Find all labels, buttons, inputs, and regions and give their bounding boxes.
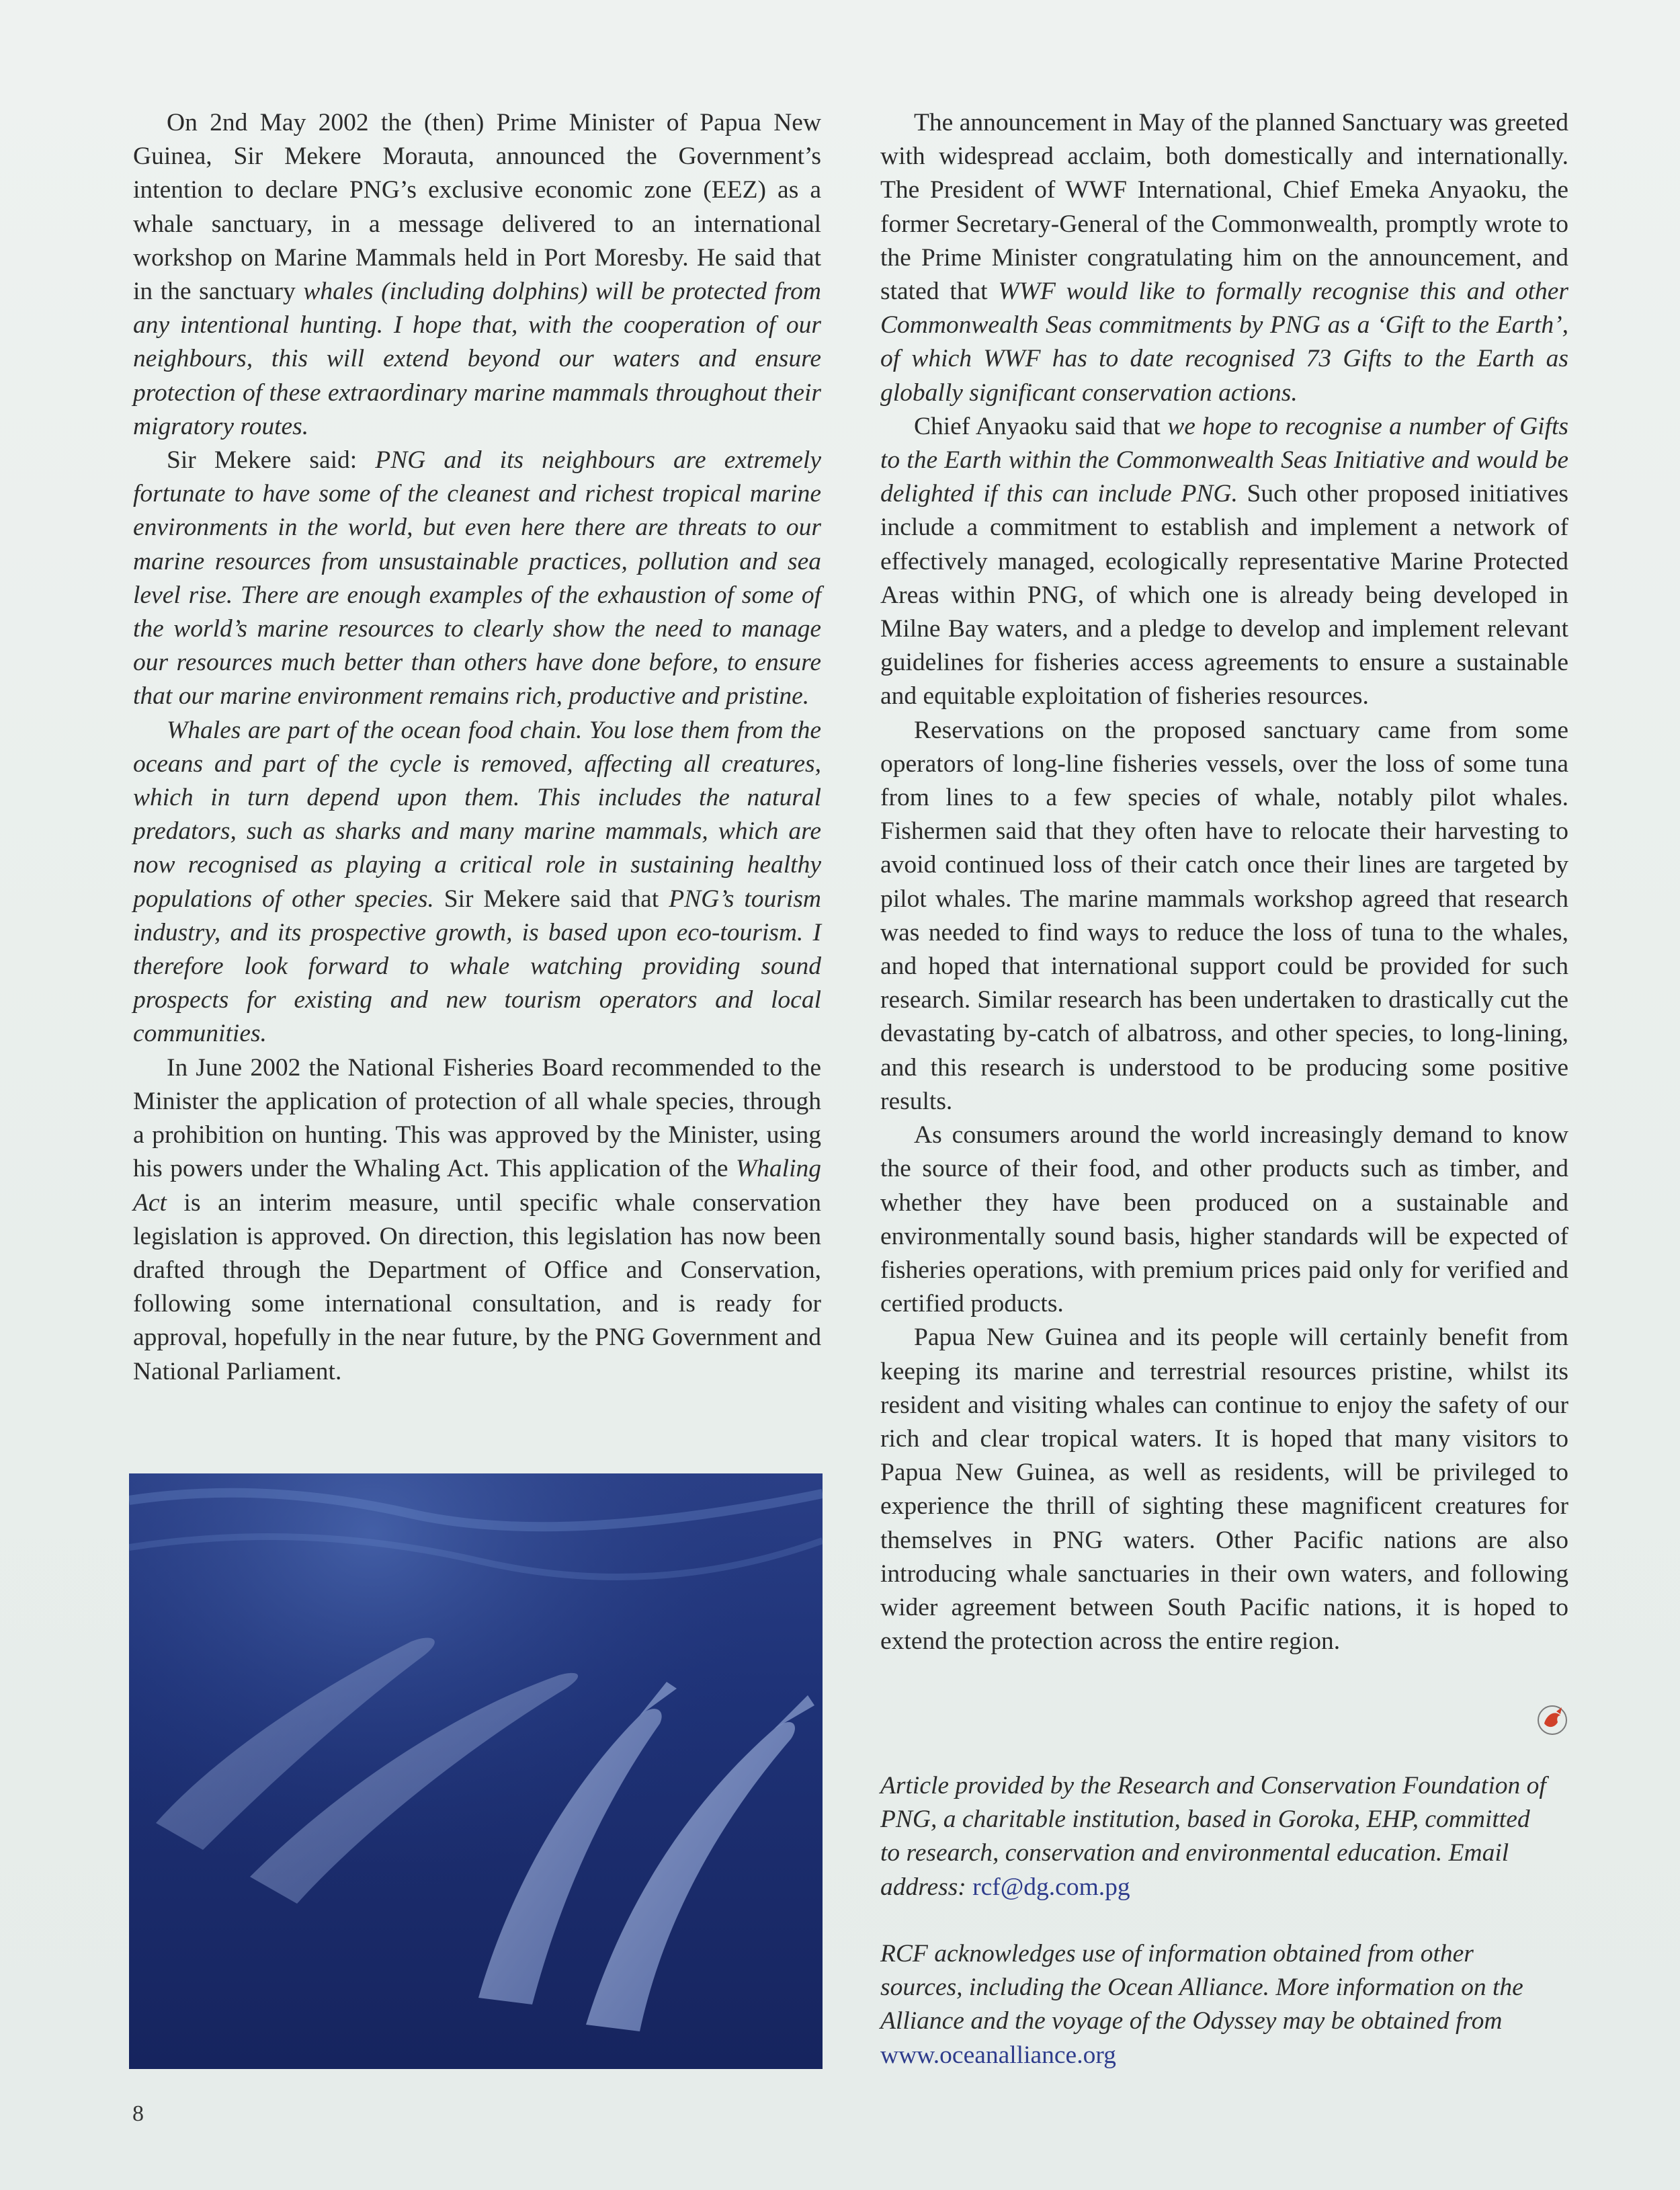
email-link[interactable]: rcf@dg.com.pg bbox=[972, 1873, 1130, 1901]
right-paragraph-1 bbox=[880, 106, 1568, 410]
text-run: Chief Anyaoku said that bbox=[914, 412, 1168, 440]
page-number: 8 bbox=[132, 2101, 144, 2126]
act-name: Whaling Act bbox=[133, 1155, 821, 1217]
left-paragraph-3 bbox=[133, 714, 821, 1051]
text-run: In June 2002 the National Fisheries Board recommended to the Minister the application of protection of all whale species, through a prohibition on hunting. This was approved by the Minister, using his powers under the Whaling Act. This application of the bbox=[133, 1053, 821, 1183]
quote-run: PNG’s tourism industry, and its prospective growth, is based upon eco-tourism. I therefore look forward to whale watching providing sound prospects for existing and new tourism operators and local communities. bbox=[133, 885, 821, 1048]
left-paragraph-2 bbox=[133, 444, 821, 714]
right-paragraph-5: Papua New Guinea and its people will certainly benefit from keeping its marine and terrestrial resources pristine, whilst its resident and visiting whales can continue to enjoy the safety of our rich and clear tropical waters. It is hoped that many visitors to Papua New Guinea, as well as residents, will be privileged to experience the thrill of sighting these magnificent creatures for themselves in PNG waters. Other Pacific nations are also introducing whale sanctuaries in their own waters, and following wider agreement between South Pacific nations, it is hoped to extend the protection across the entire region. bbox=[880, 1324, 1568, 1656]
quote-run: WWF would like to formally recognise this and other Commonwealth Seas commitments by PNG as a ‘Gift to the Earth’, of which WWF has to date recognised 73 Gifts to the Earth as globally significant conservation actions. bbox=[880, 278, 1569, 407]
right-paragraph-3: Reservations on the proposed sanctuary came from some operators of long-line fisheries vessels, over the loss of some tuna from lines to a few species of whale, notably pilot whales. Fishermen said that they often have to relocate their harvesting to avoid continued loss of their catch once their lines are targeted by pilot whales. The marine mammals workshop agreed that research was needed to find ways to reduce the loss of tuna to the whales, and hoped that international support could be provided for such research. Similar research has been undertaken to drastically cut the devastating by-catch of albatross, and other species, to long-lining, and this research is understood to be producing some positive results. bbox=[880, 716, 1568, 1115]
right-paragraph-2 bbox=[880, 410, 1568, 714]
credit-text: Article provided by the Research and Conservation Foundation of PNG, a charitable institution, based in Goroka, EHP, committed to research, conservation and environmental education. Email address: bbox=[880, 1772, 1546, 1901]
text-run: Sir Mekere said: bbox=[167, 446, 376, 475]
quote-run: whales (including dolphins) will be protected from any intentional hunting. I hope that, with the cooperation of our neighbours, this will extend beyond our waters and ensure protection of these extraordinary marine mammals throughout their migratory routes. bbox=[133, 278, 821, 440]
quote-run: Whales are part of the ocean food chain. You lose them from the oceans and part of the cycle is removed, affecting all creatures, which in turn depend upon them. This includes the natural predators, such as sharks and many marine mammals, which are now recognised as playing a critical role in sustaining healthy populations of other species. bbox=[133, 716, 821, 913]
dolphins-underwater-photo bbox=[129, 1473, 823, 2069]
left-column bbox=[133, 106, 821, 1389]
left-paragraph-4 bbox=[133, 1051, 821, 1389]
text-run: Sir Mekere said that bbox=[433, 885, 669, 913]
text-run: is an interim measure, until specific whale conservation legislation is approved. On direction, this legislation has now been drafted through the Department of Office and Conservation, following some international consultation, and is ready for approval, hopefully in the near future, by the PNG Government and National Parliament. bbox=[133, 1188, 821, 1385]
text-run: The announcement in May of the planned Sanctuary was greeted with widespread acclaim, both domestically and internationally. The President of WWF International, Chief Emeka Anyaoku, the former Secretary-General of the Commonwealth, promptly wrote to the Prime Minister congratulating him on the announcement, and stated that bbox=[880, 109, 1568, 306]
text-run: On 2nd May 2002 the (then) Prime Minister of Papua New Guinea, Sir Mekere Morauta, announced the Government’s intention to declare PNG’s exclusive economic zone (EEZ) as a whale sanctuary, in a message delivered to an international workshop on Marine Mammals held in Port Moresby. He said that in the sanctuary bbox=[133, 109, 821, 306]
quote-run: PNG and its neighbours are extremely fortunate to have some of the cleanest and richest tropical marine environments in the world, but even here there are threats to our marine resources from unsustainable practices, pollution and sea level rise. There are enough examples of the exhaustion of some of the world’s marine resources to clearly show the need to manage our resources much better than others have done before, to ensure that our marine environment remains rich, productive and pristine. bbox=[133, 446, 821, 711]
text-run: Such other proposed initiatives include a commitment to establish and implement a network of effectively managed, ecologically representative Marine Protected Areas within PNG, of which one is already being developed in Milne Bay waters, and a pledge to develop and implement relevant guidelines for fisheries access agreements to ensure a sustainable and equitable exploitation of fisheries resources. bbox=[880, 480, 1568, 711]
quote-run: we hope to recognise a number of Gifts to the Earth within the Commonwealth Seas Initiative and would be delighted if this can include PNG. bbox=[880, 412, 1568, 508]
sources-acknowledgement bbox=[880, 1937, 1552, 2072]
dolphins-photo-illustration bbox=[129, 1473, 823, 2069]
right-column bbox=[880, 106, 1568, 1658]
end-of-article-mark-icon bbox=[1535, 1702, 1570, 1737]
acknowledgement-text: RCF acknowledges use of information obtained from other sources, including the Ocean Alliance. More information on the Alliance and the voyage of the Odyssey may be obtained from bbox=[880, 1940, 1523, 2035]
right-paragraph-4: As consumers around the world increasingly demand to know the source of their food, and other products such as timber, and whether they have been produced on a sustainable and environmentally sound basis, higher standards will be expected of fisheries operations, with premium prices paid only for verified and certified products. bbox=[880, 1121, 1568, 1318]
article-credit bbox=[880, 1769, 1552, 1904]
website-link[interactable]: www.oceanalliance.org bbox=[880, 2041, 1116, 2069]
left-paragraph-1 bbox=[133, 106, 821, 444]
